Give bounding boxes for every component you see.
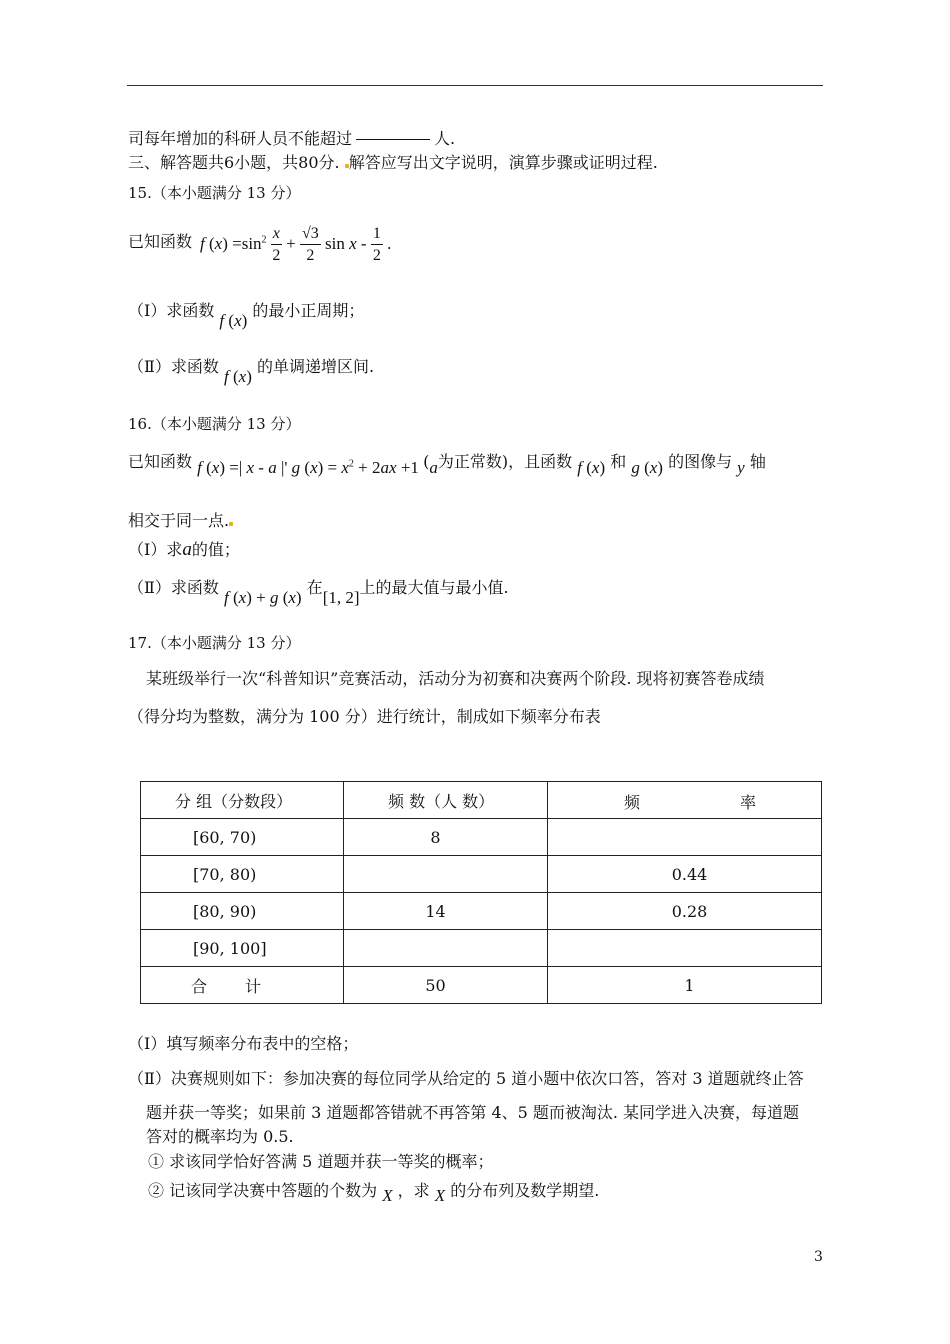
q16-line2-text: 相交于同一点. [128, 511, 230, 530]
q16-line2 [128, 508, 233, 531]
table-cell-group: [70, 80) [141, 856, 344, 893]
table-header-group: 分 组（分数段） [141, 782, 344, 819]
q17-header: 17.（本小题满分 13 分） [128, 634, 301, 652]
table-cell-freq: 0.28 [548, 893, 822, 930]
table-row [141, 893, 822, 930]
table-total-freq: 1 [548, 967, 822, 1004]
q16-part2-pre: （Ⅱ）求函数 [128, 578, 219, 597]
table-row [141, 856, 822, 893]
q16-functions: f (x) =| x - a |' g $(x) = x^2 + 2ax +1$ [197, 458, 424, 477]
q16-interval: [1, 2] [322, 588, 360, 607]
table-cell-group: [80, 90) [141, 893, 344, 930]
table-cell-freq [548, 930, 822, 967]
table-cell-count: 14 [344, 893, 548, 930]
total-label-2: 计 [245, 976, 262, 996]
q15-part2: （Ⅱ）求函数 f (x) 的单调递增区间. [128, 357, 375, 386]
q17-sub2-pre: ② 记该同学决赛中答题的个数为 [148, 1181, 378, 1200]
table-row [141, 819, 822, 856]
q16-cond: 为正常数)，且函数 [437, 452, 573, 471]
q15-part1-post: 的最小正周期； [252, 301, 365, 320]
table-header-freq-2: 率 [740, 793, 757, 812]
table-header-count: 频 数（人 数） [344, 782, 548, 819]
mark-dot [229, 522, 233, 526]
q16-part1: （Ⅰ）求a的值； [128, 539, 240, 560]
q16-header: 16.（本小题满分 13 分） [128, 415, 301, 433]
table-cell-count [344, 856, 548, 893]
header-rule [127, 85, 823, 86]
q16-tail: 的图像与 [668, 452, 733, 471]
table-header-freq [548, 782, 822, 819]
q17-part2-l2: 题并获一等奖；如果前 3 道题都答错就不再答第 4、5 题而被淘汰. 某同学进入决赛，每道题 [146, 1103, 800, 1122]
section-heading-tail: 解答应写出文字说明，演算步骤或证明过程. [348, 153, 658, 172]
frequency-table [140, 781, 822, 1004]
section-heading [128, 150, 658, 173]
q16-part1-post: 的值； [191, 540, 240, 559]
q17-part2-l3: 答对的概率均为 0.5. [146, 1127, 294, 1146]
q15-part2-pre: （Ⅱ）求函数 [128, 357, 219, 376]
table-cell-freq [548, 819, 822, 856]
table-header-freq-1: 频 [624, 793, 641, 812]
continued-question-line [128, 126, 455, 149]
q17-sub1: ① 求该同学恰好答满 5 道题并获一等奖的概率； [148, 1152, 494, 1171]
table-cell-count [344, 930, 548, 967]
q16-part1-pre: （Ⅰ）求 [128, 540, 183, 559]
q17-para2: （得分均为整数，满分为 100 分）进行统计，制成如下频率分布表 [128, 707, 601, 726]
table-total-label [141, 967, 344, 1004]
q17-part1: （Ⅰ）填写频率分布表中的空格； [128, 1034, 359, 1053]
table-cell-count: 8 [344, 819, 548, 856]
q16-part2-mid: 在 [306, 578, 323, 597]
q17-sub2-post: 的分布列及数学期望. [450, 1181, 600, 1200]
table-cell-group: [90, 100] [141, 930, 344, 967]
q15-function: f $(x) =\sin^2$ $\frac{x}{2}$ + $\frac{√3}{2}$ sin x - $\frac{1}{2}$ . [200, 225, 392, 264]
q17-part2-l1: （Ⅱ）决赛规则如下：参加决赛的每位同学从给定的 5 道小题中依次口答，答对 3 道题就终止答 [128, 1069, 804, 1088]
table-total-count: 50 [344, 967, 548, 1004]
q17-para1: 某班级举行一次“科普知识”竞赛活动，活动分为初赛和决赛两个阶段. 现将初赛答卷成绩 [146, 669, 765, 688]
table-cell-freq: 0.44 [548, 856, 822, 893]
table-row [141, 930, 822, 967]
page-number: 3 [814, 1249, 823, 1265]
answer-blank [356, 139, 430, 140]
table-cell-group: [60, 70) [141, 819, 344, 856]
q16-axis: 轴 [749, 452, 766, 471]
q15-part1-pre: （Ⅰ）求函数 [128, 301, 215, 320]
continued-text: 司每年增加的科研人员不能超过 [128, 129, 353, 148]
q17-sub2: ② 记该同学决赛中答题的个数为 X ，求 X 的分布列及数学期望. [148, 1181, 600, 1205]
total-label-1: 合 [191, 976, 208, 996]
q16-and: 和 [610, 452, 627, 471]
q16-intro: 已知函数 [128, 452, 193, 471]
continued-end: 人. [434, 129, 456, 148]
q15-part2-post: 的单调递增区间. [256, 357, 375, 376]
table-total-row [141, 967, 822, 1004]
q15-intro: 已知函数 [128, 232, 193, 251]
q15-header: 15.（本小题满分 13 分） [128, 184, 301, 202]
q16-intro-line: 已知函数 f (x) =| x - a |' g $(x) = x^2 + 2ax +1$ (a为正常数)，且函数 f (x) 和 g (x) 的图像与 y 轴 [128, 452, 766, 477]
section-heading-text: 三、解答题共6小题，共80分. [128, 153, 340, 172]
q16-part2-post: 上的最大值与最小值. [359, 578, 509, 597]
table-header-row [141, 782, 822, 819]
q17-sub2-mid: ，求 [397, 1181, 430, 1200]
q15-part1: （Ⅰ）求函数 f (x) 的最小正周期； [128, 301, 365, 330]
q16-part2: （Ⅱ）求函数 f (x) + g (x) 在[1, 2]上的最大值与最小值. [128, 578, 509, 607]
